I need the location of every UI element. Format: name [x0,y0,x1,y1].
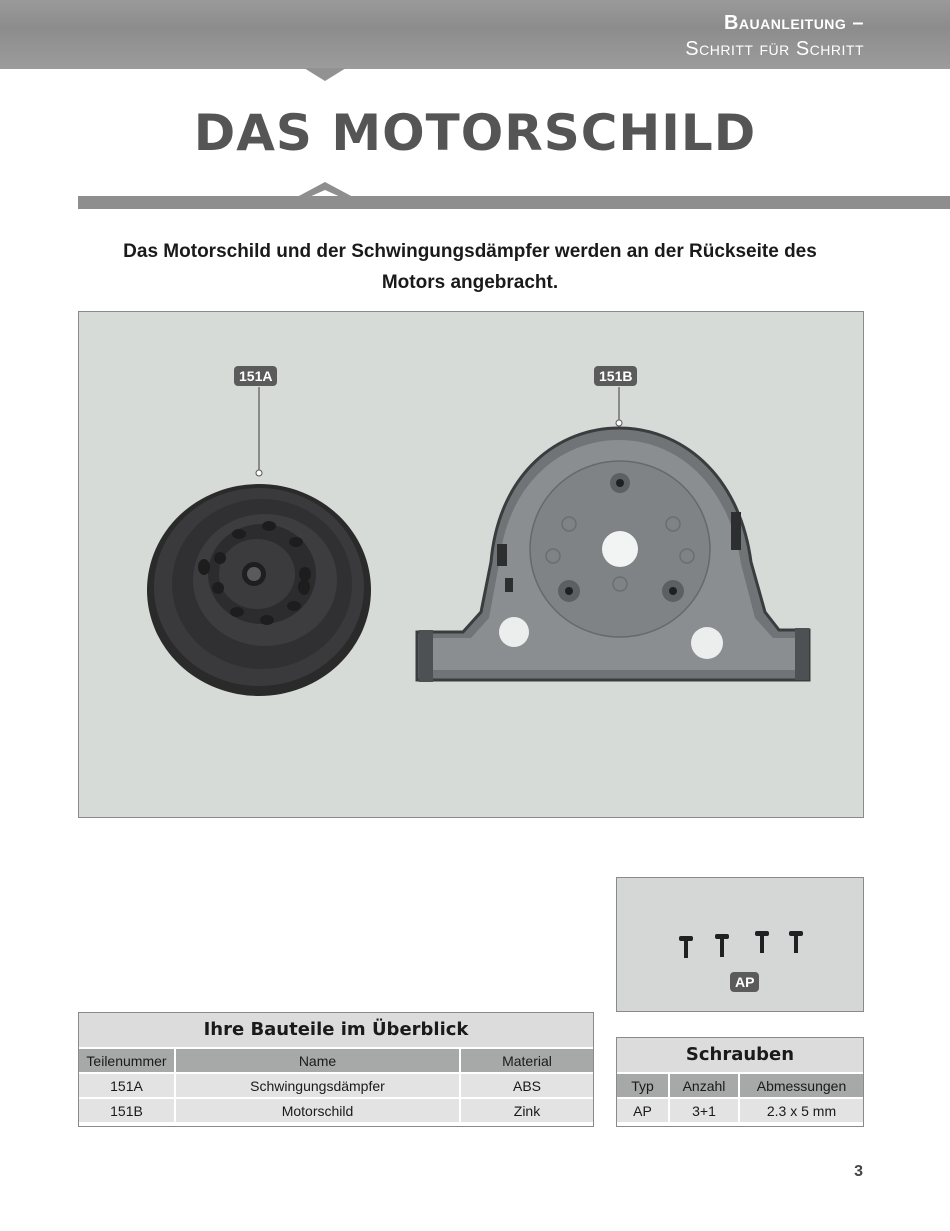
table-cell: Schwingungsdämpfer [176,1072,461,1097]
screws-table [616,1037,864,1127]
page-number: 3 [854,1163,863,1180]
table-row [79,1072,593,1097]
header-cell: Teilenummer [79,1047,176,1072]
parts-table-title: Ihre Bauteile im Überblick [79,1013,593,1047]
title-divider [78,196,950,209]
header-cell: Anzahl [670,1072,740,1097]
screw-type-label: AP [730,972,759,992]
vibration-damper-part [147,484,371,696]
table-cell: Motorschild [176,1097,461,1122]
motor-shield-part [417,428,809,682]
header-cell: Name [176,1047,461,1072]
table-cell: AP [617,1097,670,1122]
header-cell: Typ [617,1072,670,1097]
screw-2 [715,934,729,957]
callout-151a: 151A [234,366,277,386]
header-cell: Material [461,1047,593,1072]
parts-illustration [79,312,864,818]
callout-dot-151a [256,470,262,476]
table-cell: 151A [79,1072,176,1097]
parts-table-header [79,1047,593,1072]
screw-3 [755,931,769,953]
header-subtitle: Schritt für Schritt [685,38,864,60]
table-cell: 2.3 x 5 mm [740,1097,863,1122]
header-cell: Abmessungen [740,1072,863,1097]
screw-4 [789,931,803,953]
screws-table-title: Schrauben [617,1038,863,1072]
table-cell: 151B [79,1097,176,1122]
parts-table [78,1012,594,1127]
header-text [685,10,864,62]
callout-dot-151b [616,420,622,426]
screw-1 [679,936,693,958]
intro-text: Das Motorschild und der Schwingungsdämpfer werden an der Rückseite des Motors angebracht. [123,241,817,293]
header-title: Bauanleitung – [723,12,864,34]
table-cell: ABS [461,1072,593,1097]
table-row [617,1097,863,1122]
table-row [79,1097,593,1122]
table-cell: Zink [461,1097,593,1122]
screws-table-header [617,1072,863,1097]
page-title: DAS MOTORSCHILD [193,104,757,162]
table-cell: 3+1 [670,1097,740,1122]
parts-photo [78,311,864,818]
header-notch [304,68,346,81]
screws-photo [616,877,864,1012]
callout-151b: 151B [594,366,637,386]
